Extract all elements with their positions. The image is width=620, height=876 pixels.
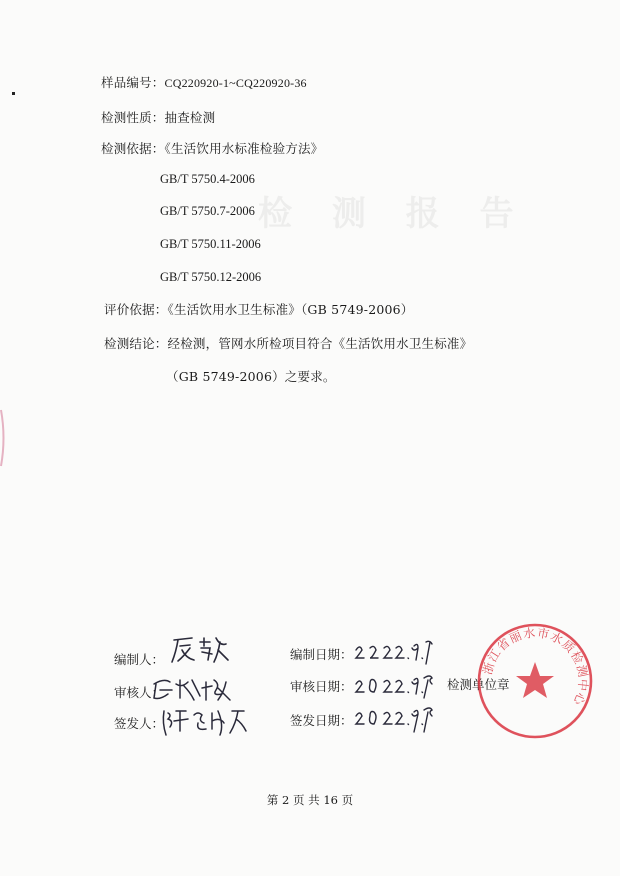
issuer-label: 签发人： bbox=[114, 716, 165, 731]
sample-number-label: 样品编号： bbox=[101, 75, 165, 90]
edge-stain bbox=[0, 408, 10, 468]
test-nature-label: 检测性质： bbox=[101, 110, 165, 125]
conclusion-row bbox=[104, 334, 472, 352]
evaluation-basis-label: 评价依据： bbox=[104, 302, 168, 317]
evaluation-basis-value: 《生活饮用水卫生标准》（GB 5749-2006） bbox=[167, 302, 414, 317]
test-basis-value: 《生活饮用水标准检验方法》 bbox=[164, 141, 324, 156]
issue-date-handwritten bbox=[352, 702, 436, 736]
compiler-label: 编制人： bbox=[114, 652, 165, 667]
reviewer-signature bbox=[150, 674, 238, 704]
seal-label: 检测单位章 bbox=[447, 677, 510, 692]
reviewer-label: 审核人： bbox=[114, 685, 165, 700]
issue-date-label: 签发日期： bbox=[290, 713, 353, 728]
standard-item: GB/T 5750.7-2006 bbox=[160, 204, 255, 218]
sample-number-value: CQ220920-1~CQ220920-36 bbox=[164, 76, 307, 90]
standard-item: GB/T 5750.11-2006 bbox=[160, 237, 261, 251]
test-nature-row bbox=[101, 108, 215, 126]
review-date-handwritten bbox=[352, 670, 436, 700]
evaluation-basis-row bbox=[104, 300, 414, 318]
conclusion-text-line2: （GB 5749-2006）之要求。 bbox=[166, 369, 336, 384]
test-nature-value: 抽查检测 bbox=[164, 110, 216, 125]
conclusion-label: 检测结论： bbox=[104, 336, 168, 351]
official-seal-stamp bbox=[474, 620, 596, 742]
standard-item: GB/T 5750.12-2006 bbox=[160, 270, 262, 284]
compiler-signature bbox=[168, 632, 232, 666]
show-through-title: 检 测 报 告 bbox=[258, 194, 528, 234]
test-basis-label: 检测依据： bbox=[101, 141, 165, 156]
sample-number-row bbox=[101, 73, 307, 91]
scan-dot bbox=[12, 92, 15, 95]
compile-date-label: 编制日期： bbox=[290, 647, 353, 662]
test-basis-row bbox=[101, 139, 323, 157]
compile-date-handwritten bbox=[352, 636, 436, 666]
svg-text:浙江省丽水市水质检测中心: 浙江省丽水市水质检测中心 bbox=[480, 625, 591, 708]
page-number: 第 2 页 共 16 页 bbox=[266, 793, 354, 807]
conclusion-text-line1: 经检测，管网水所检项目符合《生活饮用水卫生标准》 bbox=[167, 336, 473, 351]
issuer-signature bbox=[158, 705, 250, 739]
standard-item: GB/T 5750.4-2006 bbox=[160, 172, 255, 186]
review-date-label: 审核日期： bbox=[290, 679, 353, 694]
